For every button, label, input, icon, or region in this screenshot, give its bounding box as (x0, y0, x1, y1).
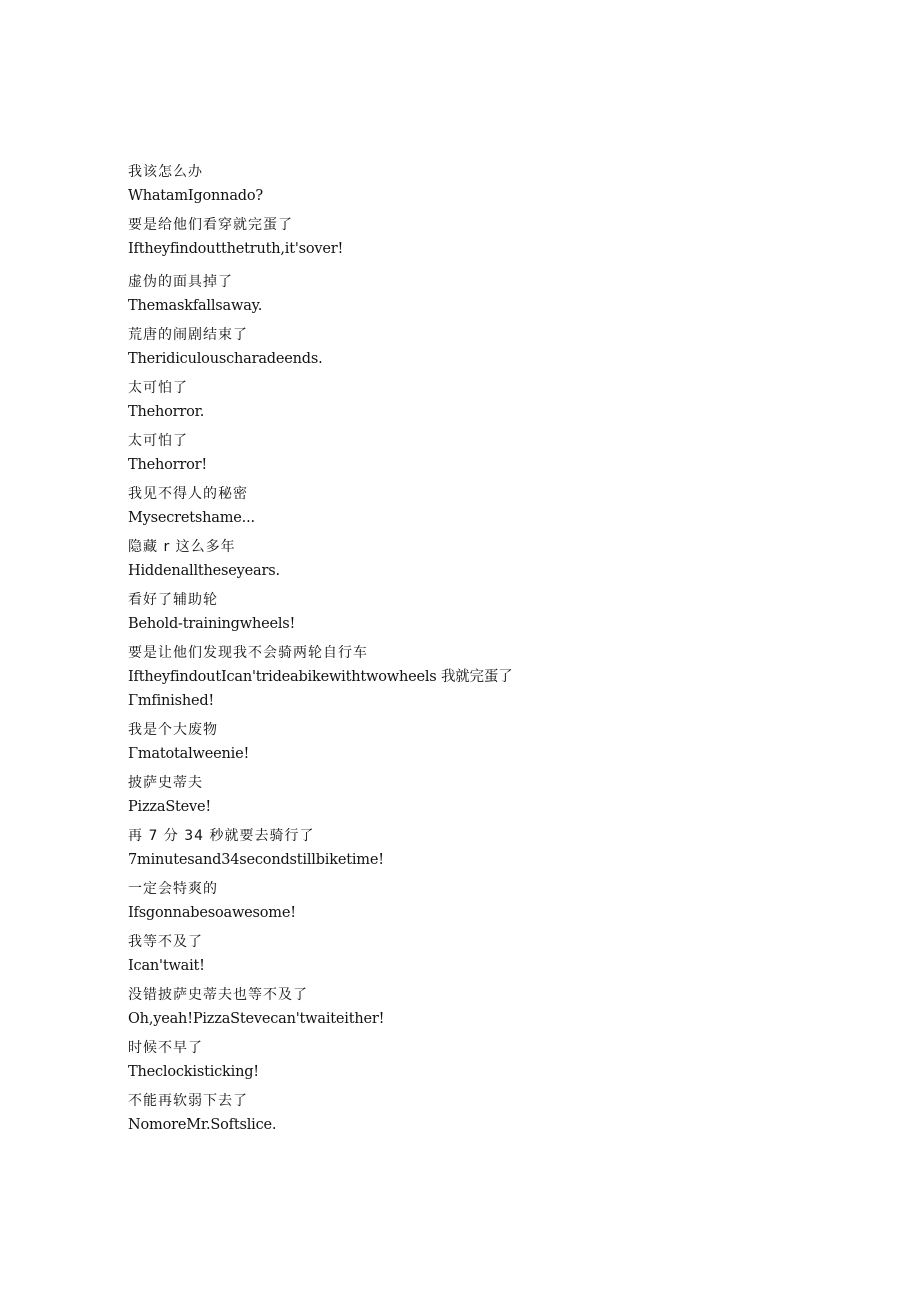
subtitle-pair (128, 824, 828, 872)
chinese-line: 荒唐的闹剧结束了 (128, 327, 248, 343)
chinese-line: 隐藏 r 这么多年 (128, 539, 236, 555)
chinese-line: 看好了辅助轮 (128, 592, 218, 608)
subtitle-pair (128, 588, 828, 636)
english-line: Iftheyfindoutthetruth,it'sover! (128, 241, 344, 257)
subtitle-pair (128, 270, 828, 318)
english-line: Γmfinished! (128, 693, 215, 709)
english-line: Oh,yeah!PizzaStevecan'twaiteither! (128, 1011, 385, 1027)
subtitle-pair (128, 160, 828, 208)
subtitle-pair (128, 1089, 828, 1137)
chinese-line: 我该怎么办 (128, 164, 203, 180)
subtitle-pair (128, 877, 828, 925)
english-line: NomoreMr.Softslice. (128, 1117, 277, 1133)
subtitle-pair (128, 983, 828, 1031)
subtitle-pair (128, 482, 828, 530)
chinese-line: 要是给他们看穿就完蛋了 (128, 217, 293, 233)
chinese-line: 太可怕了 (128, 380, 188, 396)
subtitle-pair (128, 1036, 828, 1084)
chinese-line: 不能再软弱下去了 (128, 1093, 248, 1109)
english-line: Thehorror! (128, 457, 208, 473)
subtitle-pair (128, 641, 828, 713)
english-line: Theclockisticking! (128, 1064, 259, 1080)
subtitle-pair (128, 718, 828, 766)
subtitle-pair (128, 376, 828, 424)
english-line: IftheyfindoutIcan'trideabikewithtwowheels 我就完蛋了 (128, 669, 513, 685)
subtitle-document (128, 160, 828, 1137)
english-line: Theridiculouscharadeends. (128, 351, 323, 367)
english-line: Behold-trainingwheels! (128, 616, 296, 632)
english-line: WhatamIgonnado? (128, 188, 263, 204)
chinese-line: 没错披萨史蒂夫也等不及了 (128, 987, 308, 1003)
english-line: Mysecretshame... (128, 510, 255, 526)
english-line: Themaskfallsaway. (128, 298, 263, 314)
subtitle-pair (128, 930, 828, 978)
subtitle-pair (128, 429, 828, 477)
english-line: PizzaSteve! (128, 799, 212, 815)
chinese-line: 太可怕了 (128, 433, 188, 449)
english-line: 7minutesand34secondstillbiketime! (128, 852, 384, 868)
chinese-line: 我见不得人的秘密 (128, 486, 248, 502)
subtitle-pair (128, 213, 828, 261)
subtitle-pair (128, 771, 828, 819)
chinese-line: 我等不及了 (128, 934, 203, 950)
english-line: Ifsgonnabesoawesome! (128, 905, 296, 921)
subtitle-pair (128, 323, 828, 371)
english-line: Thehorror. (128, 404, 205, 420)
chinese-line: 披萨史蒂夫 (128, 775, 203, 791)
english-line: Hiddenalltheseyears. (128, 563, 280, 579)
chinese-line: 虚伪的面具掉了 (128, 274, 233, 290)
english-line: Γmatotalweenie! (128, 746, 250, 762)
subtitle-pair (128, 535, 828, 583)
chinese-line: 一定会特爽的 (128, 881, 218, 897)
chinese-line: 再 7 分 34 秒就要去骑行了 (128, 828, 315, 844)
chinese-line: 要是让他们发现我不会骑两轮自行车 (128, 645, 368, 661)
chinese-line: 时候不早了 (128, 1040, 203, 1056)
english-line: Ican'twait! (128, 958, 205, 974)
chinese-line: 我是个大废物 (128, 722, 218, 738)
